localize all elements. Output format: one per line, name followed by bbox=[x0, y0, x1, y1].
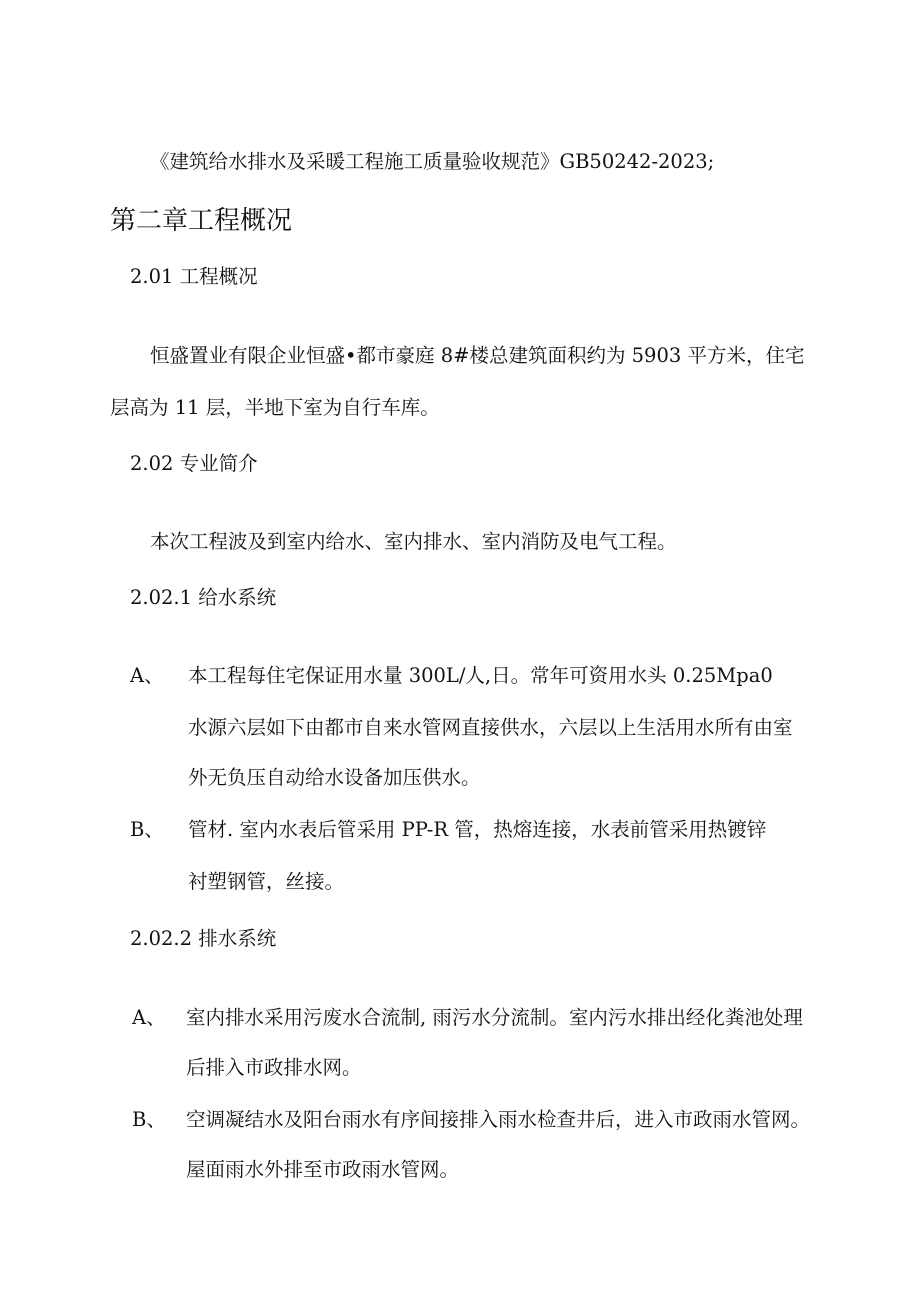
intro-reference: 《建筑给水排水及采暖工程施工质量验收规范》GB50242-2023; bbox=[150, 150, 715, 173]
section-2-02-1-heading: 2.02.1 给水系统 bbox=[130, 586, 277, 609]
water-supply-item-a-label: A、 bbox=[130, 664, 164, 687]
chapter-title: 第二章工程概况 bbox=[110, 206, 293, 236]
water-supply-item-b-line-1: 管材. 室内水表后管采用 PP-R 管，热熔连接，水表前管采用热镀锌 bbox=[188, 818, 767, 841]
section-2-01-paragraph-line-1: 恒盛置业有限企业恒盛•都市豪庭 8#楼总建筑面积约为 5903 平方米，住宅 bbox=[150, 344, 805, 367]
drainage-item-a-line-1: 室内排水采用污废水合流制, 雨污水分流制。室内污水排出经化粪池处理 bbox=[186, 1006, 803, 1029]
water-supply-item-a-line-2: 水源六层如下由都市自来水管网直接供水，六层以上生活用水所有由室 bbox=[188, 716, 793, 739]
drainage-item-b-line-2: 屋面雨水外排至市政雨水管网。 bbox=[186, 1158, 460, 1181]
drainage-item-b-label: B、 bbox=[132, 1108, 166, 1131]
section-2-02-2-heading: 2.02.2 排水系统 bbox=[130, 927, 277, 950]
section-2-02-heading: 2.02 专业简介 bbox=[130, 452, 258, 475]
water-supply-item-b-label: B、 bbox=[130, 818, 164, 841]
water-supply-item-a-line-3: 外无负压自动给水设备加压供水。 bbox=[188, 766, 481, 789]
drainage-item-a-label: A、 bbox=[132, 1006, 166, 1029]
drainage-item-b-line-1: 空调凝结水及阳台雨水有序间接排入雨水检查井后，进入市政雨水管网。 bbox=[186, 1108, 811, 1131]
section-2-01-paragraph-line-2: 层高为 11 层，半地下室为自行车库。 bbox=[110, 396, 440, 419]
section-2-02-paragraph: 本次工程波及到室内给水、室内排水、室内消防及电气工程。 bbox=[150, 530, 677, 553]
drainage-item-a-line-2: 后排入市政排水网。 bbox=[186, 1056, 362, 1079]
section-2-01-heading: 2.01 工程概况 bbox=[130, 265, 258, 288]
water-supply-item-b-line-2: 衬塑钢管，丝接。 bbox=[188, 870, 345, 893]
water-supply-item-a-line-1: 本工程每住宅保证用水量 300L/人,日。常年可资用水头 0.25Mpa0 bbox=[188, 664, 773, 687]
